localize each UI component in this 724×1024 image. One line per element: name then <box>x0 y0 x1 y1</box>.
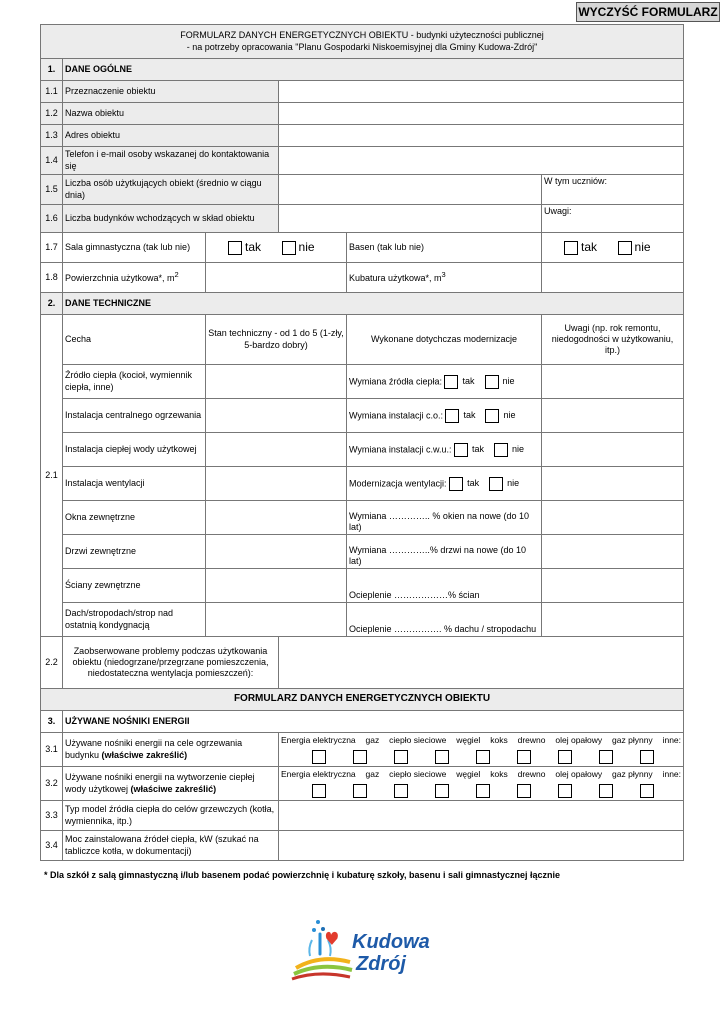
carrier-checkbox[interactable] <box>599 784 613 798</box>
label-buildings: Liczba budynków wchodzących w skład obiektu <box>63 205 279 233</box>
label-problems: Zaobserwowane problemy podczas użytkowania obiektu (niedogrzane/przegrzane pomieszczenia, niedostateczna wentylacja pomieszczeń): <box>63 637 279 689</box>
row-number: 2.1 <box>41 315 63 637</box>
mod-label: Wymiana instalacji c.w.u.: <box>349 443 452 454</box>
form-title: FORMULARZ DANYCH ENERGETYCZNYCH OBIEKTU - budynki użyteczności publicznej - na potrzeby opracowania "Planu Gospodarki Niskoemisyjnej dla Gminy Kudowa-Zdrój" <box>41 25 684 59</box>
input-purpose[interactable] <box>279 81 684 103</box>
carrier-checkbox[interactable] <box>312 750 326 764</box>
input-students[interactable] <box>542 175 684 205</box>
label-pool: Basen (tak lub nie) <box>347 233 542 263</box>
footnote: * Dla szkół z salą gimnastyczną i/lub basenem podać powierzchnię i kubaturę szkoły, basenu i sali gimnastycznej łącznie <box>44 870 561 880</box>
gym-no-label: nie <box>298 240 315 254</box>
mod-yes-label: tak <box>467 477 480 488</box>
carrier-checkboxes <box>281 784 681 798</box>
carrier-checkbox[interactable] <box>435 750 449 764</box>
notes-input[interactable] <box>542 365 684 399</box>
label-installed-power: Moc zainstalowana źródeł ciepła, kW (szukać na tabliczce kotła, w dokumentacji) <box>63 831 279 861</box>
pool-yes-label: tak <box>581 240 598 254</box>
state-input[interactable] <box>206 603 347 637</box>
input-volume[interactable] <box>542 263 684 293</box>
state-input[interactable] <box>206 399 347 433</box>
mod-no-checkbox[interactable] <box>485 409 499 423</box>
mod-label: Ocieplenie ……………. % dachu / stropodachu <box>349 623 537 634</box>
header-modernization: Wykonane dotychczas modernizacje <box>347 315 542 365</box>
mod-label: Ocieplenie ………………% ścian <box>349 589 480 600</box>
mod-no-label: nie <box>502 375 515 386</box>
input-name[interactable] <box>279 103 684 125</box>
row-number: 1.1 <box>41 81 63 103</box>
carrier-checkbox[interactable] <box>599 750 613 764</box>
fountain-icon <box>292 920 352 979</box>
mod-no-label: nie <box>507 477 520 488</box>
input-installed-power[interactable] <box>279 831 684 861</box>
mod-no-checkbox[interactable] <box>485 375 499 389</box>
row-number: 3.3 <box>41 801 63 831</box>
label-heating-carriers: Używane nośniki energii na cele ogrzewania budynku (właściwe zakreślić) <box>63 733 279 767</box>
section-band-title: FORMULARZ DANYCH ENERGETYCZNYCH OBIEKTU <box>41 689 684 711</box>
logo-text-kudowa: Kudowa <box>352 931 430 953</box>
row-number: 1.6 <box>41 205 63 233</box>
label-volume: Kubatura użytkowa*, $m^3$ <box>347 263 542 293</box>
carrier-checkbox[interactable] <box>640 750 654 764</box>
notes-input[interactable] <box>542 467 684 501</box>
carrier-label: ciepło sieciowe <box>389 768 447 779</box>
kudowa-zdroj-logo <box>290 912 440 982</box>
carrier-checkbox[interactable] <box>353 750 367 764</box>
state-input[interactable] <box>206 433 347 467</box>
label-water-carriers: Używane nośniki energii na wytworzenie ciepłej wody użytkowej (właściwe zakreślić) <box>63 767 279 801</box>
mod-no-checkbox[interactable] <box>494 443 508 457</box>
state-input[interactable] <box>206 365 347 399</box>
mod-yes-label: tak <box>462 375 475 386</box>
notes-input[interactable] <box>542 569 684 603</box>
mod-input[interactable] <box>347 535 542 569</box>
notes-input[interactable] <box>542 603 684 637</box>
input-area[interactable] <box>206 263 347 293</box>
input-heat-source-type[interactable] <box>279 801 684 831</box>
mod-no-checkbox[interactable] <box>489 477 503 491</box>
carrier-label: gaz <box>365 768 380 779</box>
carrier-label: ciepło sieciowe <box>389 734 447 745</box>
label-area: Powierzchnia użytkowa*, $m^2$ <box>63 263 206 293</box>
row-number: 1.3 <box>41 125 63 147</box>
carrier-checkbox[interactable] <box>517 784 531 798</box>
section-1-number: 1. <box>41 59 63 81</box>
carrier-label: inne: <box>662 768 682 779</box>
mod-yes-checkbox[interactable] <box>444 375 458 389</box>
carrier-labels <box>281 735 681 746</box>
carrier-label: gaz płynny <box>612 768 653 779</box>
pool-no-label: nie <box>634 240 651 254</box>
gym-no-checkbox[interactable] <box>282 241 296 255</box>
label-name: Nazwa obiektu <box>63 103 279 125</box>
label-purpose: Przeznaczenie obiektu <box>63 81 279 103</box>
row-number: 1.4 <box>41 147 63 175</box>
section-3-title: UŻYWANE NOŚNIKI ENERGII <box>63 711 684 733</box>
carrier-label: węgiel <box>456 734 481 745</box>
carrier-label: węgiel <box>456 768 481 779</box>
row-number: 3.1 <box>41 733 63 767</box>
row-number: 3.4 <box>41 831 63 861</box>
mod-label: Wymiana instalacji c.o.: <box>349 409 443 420</box>
notes-input[interactable] <box>542 433 684 467</box>
carrier-checkbox[interactable] <box>353 784 367 798</box>
carrier-label: Energia elektryczna <box>281 768 356 779</box>
mod-yes-label: tak <box>463 409 476 420</box>
mod-input[interactable] <box>347 501 542 535</box>
row-number: 3.2 <box>41 767 63 801</box>
notes-input[interactable] <box>542 501 684 535</box>
carrier-label: gaz płynny <box>612 734 653 745</box>
students-label: W tym uczniów: <box>544 176 608 186</box>
header-state: Stan techniczny - od 1 do 5 (1-zły, 5-bardzo dobry) <box>206 315 347 365</box>
section-2-title: DANE TECHNICZNE <box>63 293 684 315</box>
mod-no-label: nie <box>503 409 516 420</box>
input-notes[interactable] <box>542 205 684 233</box>
section-2-number: 2. <box>41 293 63 315</box>
mod-no-label: nie <box>512 443 525 454</box>
carrier-label: inne: <box>662 734 682 745</box>
row-number: 1.2 <box>41 103 63 125</box>
section-1-title: DANE OGÓLNE <box>63 59 684 81</box>
carrier-label: olej opałowy <box>555 734 603 745</box>
carriers-heating <box>279 733 684 767</box>
carrier-labels <box>281 769 681 780</box>
input-problems[interactable] <box>279 637 684 689</box>
clear-form-button[interactable]: WYCZYŚĆ FORMULARZ <box>576 2 720 22</box>
mod-input[interactable] <box>347 603 542 637</box>
mod-yes-checkbox[interactable] <box>454 443 468 457</box>
carrier-checkbox[interactable] <box>394 784 408 798</box>
carrier-checkboxes <box>281 750 681 764</box>
header-feature: Cecha <box>63 315 206 365</box>
notes-input[interactable] <box>542 535 684 569</box>
mod-label: Wymiana źródła ciepła: <box>349 375 442 386</box>
energy-form-table <box>40 24 684 861</box>
row-number: 1.8 <box>41 263 63 293</box>
feature-label: Instalacja centralnego ogrzewania <box>63 399 206 433</box>
label-gym: Sala gimnastyczna (tak lub nie) <box>63 233 206 263</box>
feature-label: Drzwi zewnętrzne <box>63 535 206 569</box>
feature-label: Źródło ciepła (kocioł, wymiennik ciepła, inne) <box>63 365 206 399</box>
logo-text-zdroj: Zdrój <box>356 953 406 975</box>
carrier-checkbox[interactable] <box>476 784 490 798</box>
gym-yes-label: tak <box>245 240 262 254</box>
carrier-label: drewno <box>517 768 546 779</box>
mod-label: Wymiana …………..% drzwi na nowe (do 10 lat) <box>349 544 526 566</box>
state-input[interactable] <box>206 467 347 501</box>
mod-input[interactable] <box>347 569 542 603</box>
carrier-checkbox[interactable] <box>476 750 490 764</box>
row-number: 2.2 <box>41 637 63 689</box>
section-3-number: 3. <box>41 711 63 733</box>
input-persons[interactable] <box>279 175 542 205</box>
carrier-label: olej opałowy <box>555 768 603 779</box>
feature-label: Instalacja ciepłej wody użytkowej <box>63 433 206 467</box>
carrier-checkbox[interactable] <box>558 750 572 764</box>
gym-yes-checkbox[interactable] <box>228 241 242 255</box>
label-heat-source-type: Typ model źródła ciepła do celów grzewczych (kotła, wymiennika, itp.) <box>63 801 279 831</box>
state-input[interactable] <box>206 535 347 569</box>
carrier-label: Energia elektryczna <box>281 734 356 745</box>
notes-input[interactable] <box>542 399 684 433</box>
carrier-label: drewno <box>517 734 546 745</box>
carrier-label: koks <box>490 734 508 745</box>
mod-label: Modernizacja wentylacji: <box>349 477 447 488</box>
label-contact: Telefon i e-mail osoby wskazanej do kontaktowania się <box>63 147 279 175</box>
state-input[interactable] <box>206 569 347 603</box>
carrier-checkbox[interactable] <box>517 750 531 764</box>
row-number: 1.5 <box>41 175 63 205</box>
carrier-label: koks <box>490 768 508 779</box>
carrier-checkbox[interactable] <box>640 784 654 798</box>
pool-no-checkbox[interactable] <box>618 241 632 255</box>
carrier-checkbox[interactable] <box>435 784 449 798</box>
state-input[interactable] <box>206 501 347 535</box>
carrier-checkbox[interactable] <box>394 750 408 764</box>
input-buildings[interactable] <box>279 205 542 233</box>
mod-yes-checkbox[interactable] <box>449 477 463 491</box>
pool-yes-checkbox[interactable] <box>564 241 578 255</box>
row-number: 1.7 <box>41 233 63 263</box>
input-contact[interactable] <box>279 147 684 175</box>
mod-label: Wymiana ………….. % okien na nowe (do 10 lat) <box>349 510 529 532</box>
feature-label: Ściany zewnętrzne <box>63 569 206 603</box>
label-address: Adres obiektu <box>63 125 279 147</box>
carriers-water <box>279 767 684 801</box>
carrier-checkbox[interactable] <box>558 784 572 798</box>
header-notes: Uwagi (np. rok remontu, niedogodności w użytkowaniu, itp.) <box>542 315 684 365</box>
carrier-checkbox[interactable] <box>312 784 326 798</box>
label-persons: Liczba osób użytkujących obiekt (średnio w ciągu dnia) <box>63 175 279 205</box>
notes-label: Uwagi: <box>544 206 572 216</box>
mod-yes-label: tak <box>471 443 484 454</box>
feature-label: Instalacja wentylacji <box>63 467 206 501</box>
input-address[interactable] <box>279 125 684 147</box>
feature-label: Okna zewnętrzne <box>63 501 206 535</box>
feature-label: Dach/stropodach/strop nad ostatnią kondygnacją <box>63 603 206 637</box>
carrier-label: gaz <box>365 734 380 745</box>
mod-yes-checkbox[interactable] <box>445 409 459 423</box>
